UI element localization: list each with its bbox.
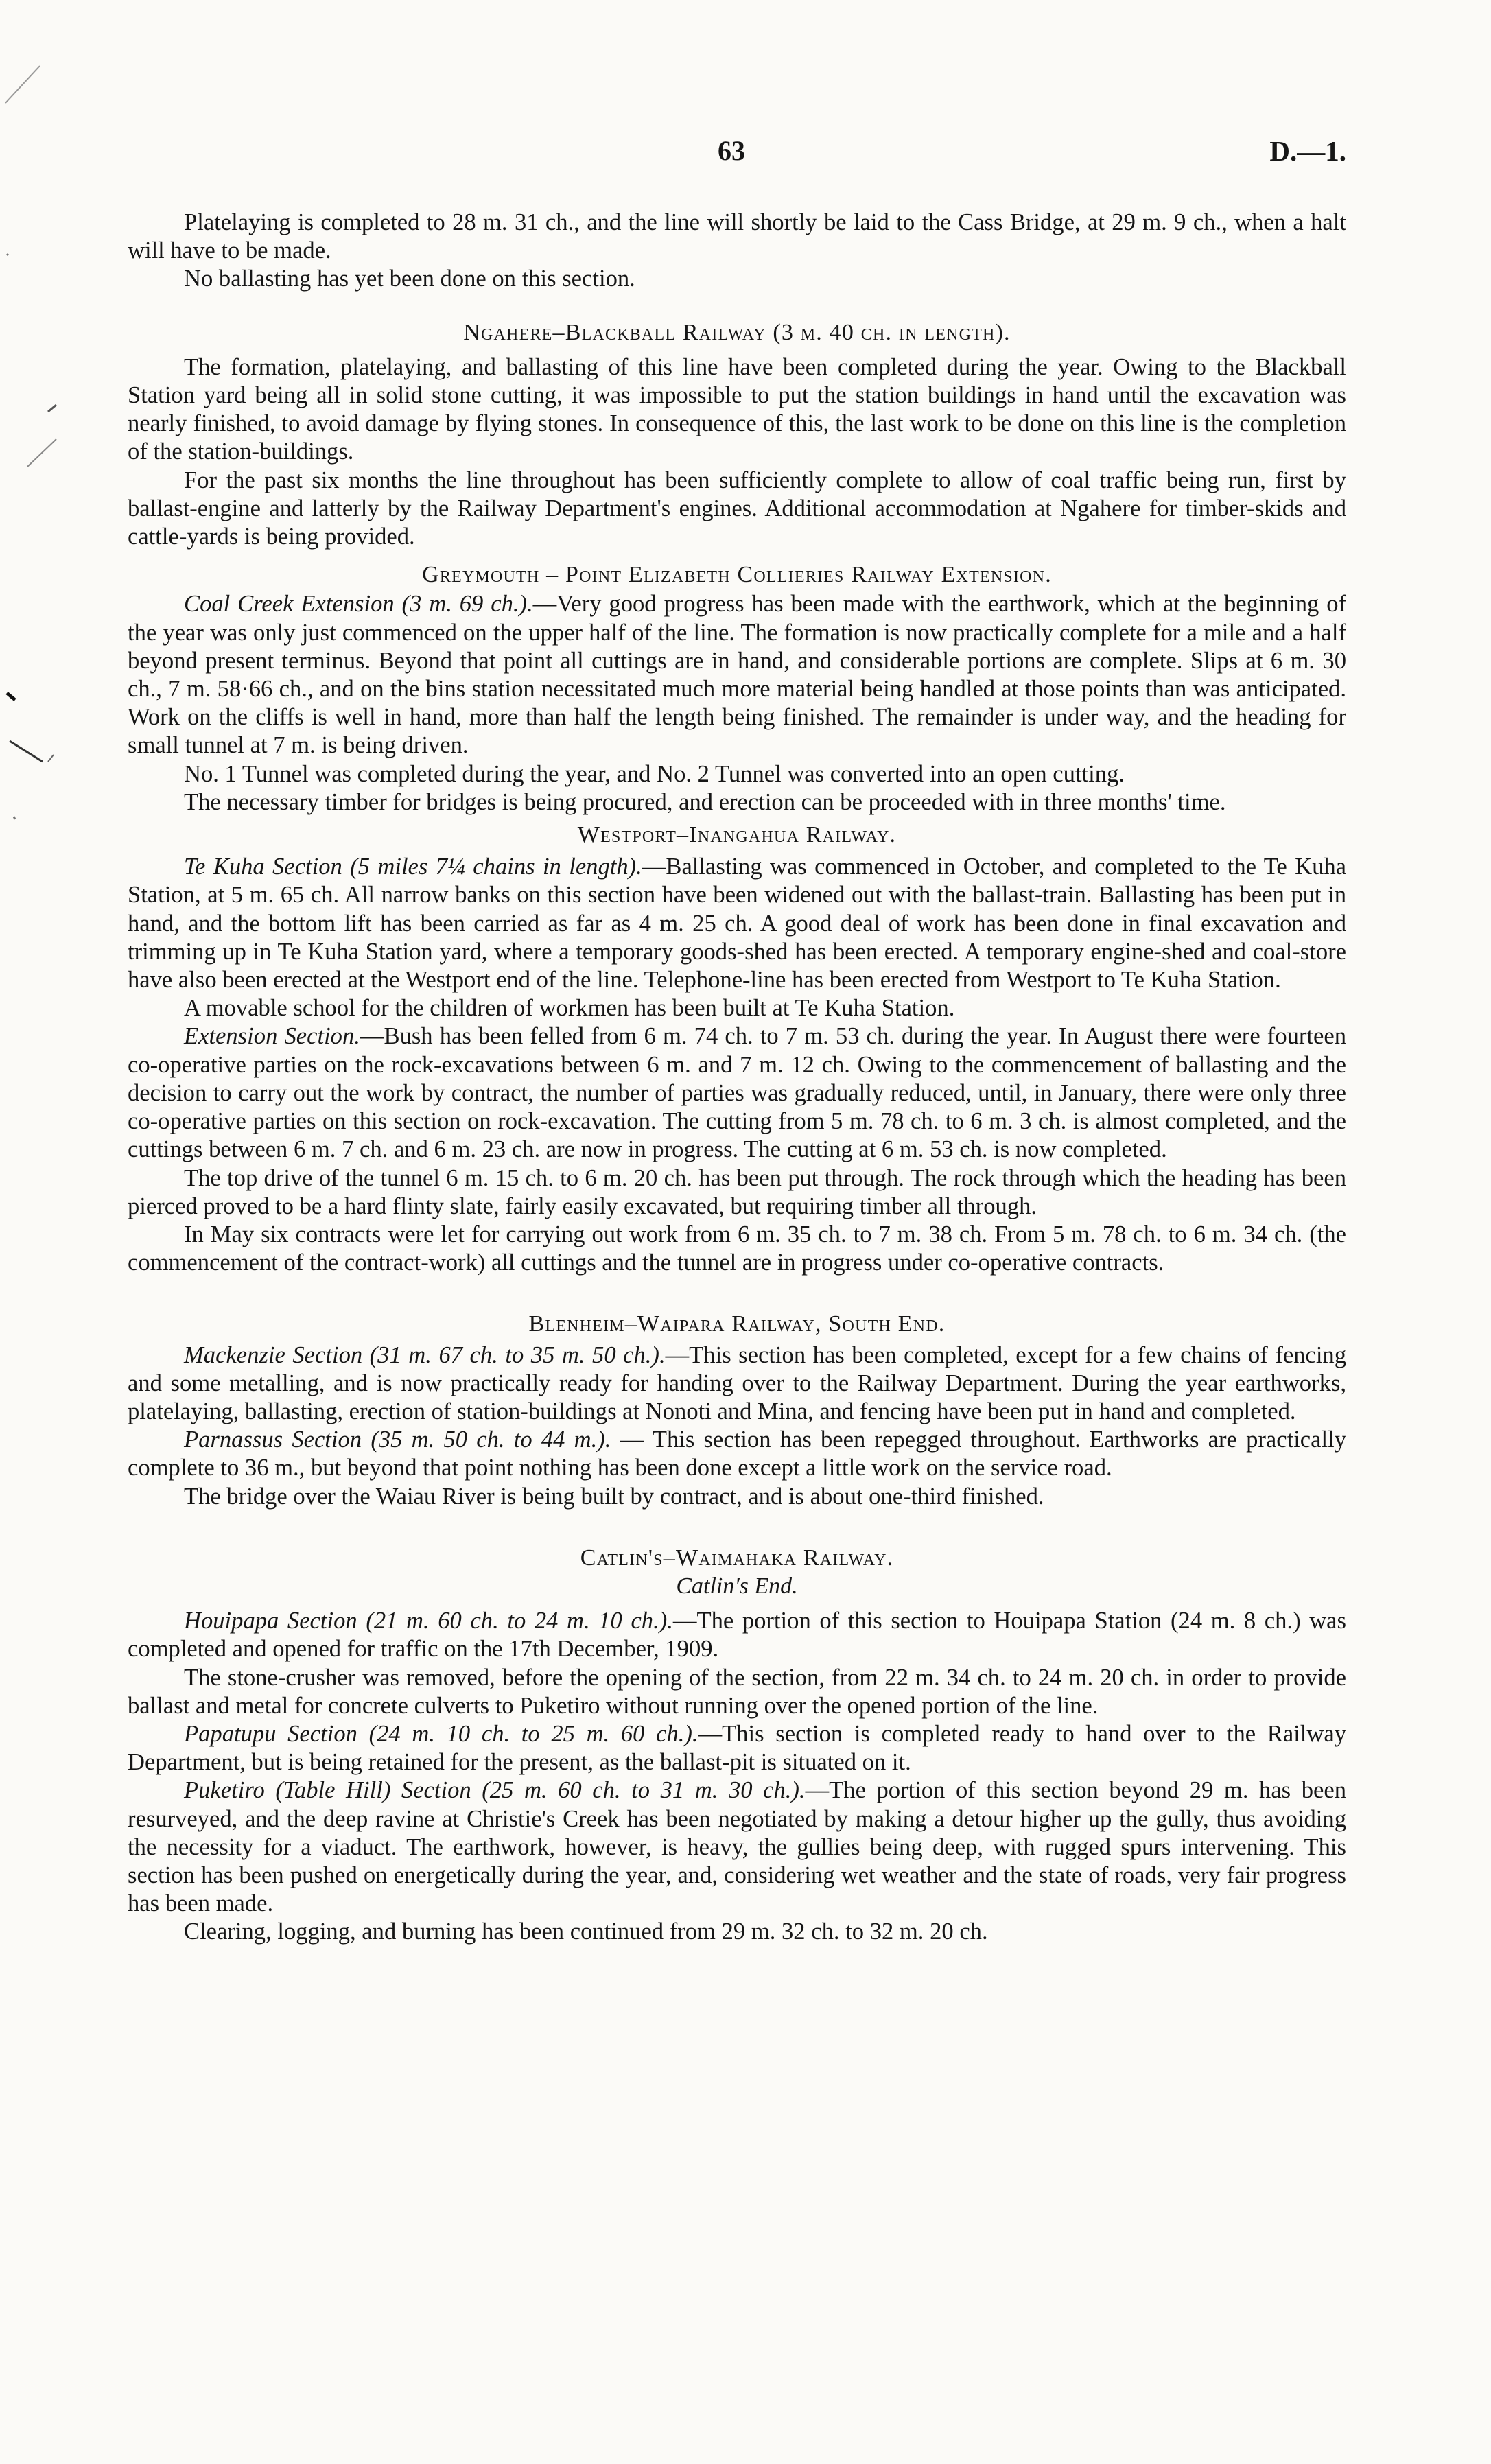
paragraph-lead: Puketiro (Table Hill) Section (25 m. 60 ch. to 31 m. 30 ch.). — [184, 1777, 806, 1804]
document-reference: D.—1. — [1269, 135, 1346, 167]
paragraph: The stone-crusher was removed, before the opening of the section, from 22 m. 34 ch. to 24 m. 20 ch. in order to provide ballast and metal for concrete culverts to Puketiro without running over the opened portion of the line. — [128, 1664, 1346, 1719]
document-body — [128, 209, 1346, 1947]
paragraph: The necessary timber for bridges is being procured, and erection can be proceeded with in three months' time. — [184, 788, 1226, 815]
paragraph — [128, 1341, 1346, 1427]
paragraph: Clearing, logging, and burning has been continued from 29 m. 32 ch. to 32 m. 20 ch. — [184, 1919, 988, 1945]
paragraph-lead: Mackenzie Section (31 m. 67 ch. to 35 m. 50 ch.). — [184, 1341, 666, 1368]
paragraph-lead: Extension Section. — [184, 1023, 360, 1050]
section-heading-westport: Westport–Inangahua Railway. — [577, 822, 897, 848]
paragraph: The bridge over the Waiau River is being built by contract, and is about one-third finished. — [184, 1483, 1044, 1510]
paragraph-lead: Coal Creek Extension (3 m. 69 ch.). — [184, 591, 533, 618]
section-heading-ngahere: Ngahere–Blackball Railway (3 m. 40 ch. in length). — [463, 319, 1011, 345]
paragraph-text: —This section has been completed, except for a few chains of fencing and some metalling, and is now practically ready for handing over to the Railway Department. During the year earthworks, platelaying, ballasting, erection of station-buildings at Nonoti and Mina, and fencing have been put in hand and completed. — [128, 1341, 1346, 1424]
paragraph-lead: Houipapa Section (21 m. 60 ch. to 24 m. 10 ch.). — [184, 1608, 673, 1634]
paragraph — [128, 590, 1346, 760]
paragraph: In May six contracts were let for carrying out work from 6 m. 35 ch. to 7 m. 38 ch. From 5 m. 78 ch. to 6 m. 34 ch. (the commencement of the contract-work) all cuttings and the tunnel are in progress under co-operative contracts. — [128, 1221, 1346, 1276]
paragraph-text: —Bush has been felled from 6 m. 74 ch. to 7 m. 53 ch. during the year. In August there were fourteen co-operative parties on the rock-excavations between 6 m. and 7 m. 12 ch. Owing to the commencement of ballasting and the decision to carry out the work by contract, the number of parties was gradually reduced, until, in January, there were only three co-operative parties on this section on rock-excavation. The cutting from 5 m. 78 ch. to 6 m. 3 ch. is almost completed, and the cuttings between 6 m. 7 ch. and 6 m. 23 ch. are now in progress. The cutting at 6 m. 53 ch. is now completed. — [128, 1023, 1346, 1163]
paragraph — [128, 1022, 1346, 1164]
paragraph-text: —Very good progress has been made with the earthwork, which at the beginning of the year was only just commenced on the upper half of the line. The formation is now practically complete for a mile and a half beyond present terminus. Beyond that point all cuttings are in hand, and considerable portions are complete. Slips at 6 m. 30 ch., 7 m. 58·66 ch., and on the bins station necessitated much more material being handled at those points than was anticipated. Work on the cliffs is well in hand, more than half the length being finished. The remainder is under way, and the heading for small tunnel at 7 m. is being driven. — [128, 591, 1347, 759]
paragraph — [128, 853, 1346, 994]
section-heading-catlins: Catlin's–Waimahaka Railway. — [580, 1545, 894, 1571]
paragraph-lead: Parnassus Section (35 m. 50 ch. to 44 m.). — [184, 1427, 611, 1453]
subsection-heading-catlins-end: Catlin's End. — [676, 1573, 798, 1599]
paragraph-text: —This section is completed ready to hand over to the Railway Department, but is being retained for the present, as the ballast-pit is situated on it. — [128, 1720, 1346, 1776]
paragraph-text: — This section has been repegged throughout. Earthworks are practically complete to 36 m., but beyond that point nothing has been done except a little work on the service road. — [128, 1427, 1347, 1481]
paragraph — [128, 1607, 1346, 1663]
paragraph-text: —Ballasting was commenced in October, and completed to the Te Kuha Station, at 5 m. 65 ch. All narrow banks on this section have been widened out with the ballast-train. Ballasting has been put in hand, and the bottom lift has been carried as far as 4 m. 25 ch. A good deal of work has been done in final excavation and trimming up in Te Kuha Station yard, where a temporary goods-shed has been erected. A temporary engine-shed and coal-store have also been erected at the Westport end of the line. Telephone-line has been erected from Westport to Te Kuha Station. — [128, 854, 1347, 994]
section-heading-blenheim: Blenheim–Waipara Railway, South End. — [528, 1311, 946, 1337]
paragraph-text: —The portion of this section beyond 29 m. has been resurveyed, and the deep ravine at Christie's Creek has been negotiated by making a detour higher up the gully, thus avoiding the necessity for a viaduct. The earthwork, however, is heavy, the gullies being deep, with rugged spurs intervening. This section has been pushed on energetically during the year, and, considering wet weather and the state of roads, very fair progress has been made. — [128, 1777, 1346, 1917]
paragraph: The formation, platelaying, and ballasting of this line have been completed during the year. Owing to the Blackball Station yard being all in solid stone cutting, it was impossible to put the station buildings in hand until the excavation was nearly finished, to avoid damage by flying stones. In consequence of this, the last work to be done on this line is the completion of the station-buildings. — [128, 353, 1346, 465]
paragraph-lead: Papatupu Section (24 m. 10 ch. to 25 m. 60 ch.). — [184, 1720, 698, 1747]
paragraph — [128, 1720, 1346, 1776]
paragraph: A movable school for the children of workmen has been built at Te Kuha Station. — [184, 995, 955, 1022]
paragraph — [128, 1776, 1346, 1918]
paragraph: No ballasting has yet been done on this section. — [184, 266, 635, 292]
section-heading-greymouth: Greymouth – Point Elizabeth Collieries Railway Extension. — [422, 562, 1052, 588]
page-number: 63 — [718, 135, 745, 166]
page-header — [128, 134, 1346, 169]
paragraph: For the past six months the line throughout has been sufficiently complete to allow of coal traffic being run, first by ballast-engine and latterly by the Railway Department's engines. Additional accommodation at Ngahere for timber-skids and cattle-yards is being provided. — [128, 467, 1346, 550]
paragraph: No. 1 Tunnel was completed during the year, and No. 2 Tunnel was converted into an open cutting. — [184, 760, 1125, 787]
paragraph-text: —The portion of this section to Houipapa Station (24 m. 8 ch.) was completed and opened for traffic on the 17th December, 1909. — [128, 1608, 1346, 1663]
paragraph: Platelaying is completed to 28 m. 31 ch., and the line will shortly be laid to the Cass Bridge, at 29 m. 9 ch., when a halt will have to be made. — [128, 209, 1346, 264]
paragraph: The top drive of the tunnel 6 m. 15 ch. to 6 m. 20 ch. has been put through. The rock through which the heading has been pierced proved to be a hard flinty slate, fairly easily excavated, but requiring timber all through. — [128, 1164, 1346, 1219]
paragraph — [128, 1426, 1346, 1482]
paragraph-lead: Te Kuha Section (5 miles 7¼ chains in length). — [184, 854, 642, 880]
margin-scan-marks — [0, 0, 82, 892]
